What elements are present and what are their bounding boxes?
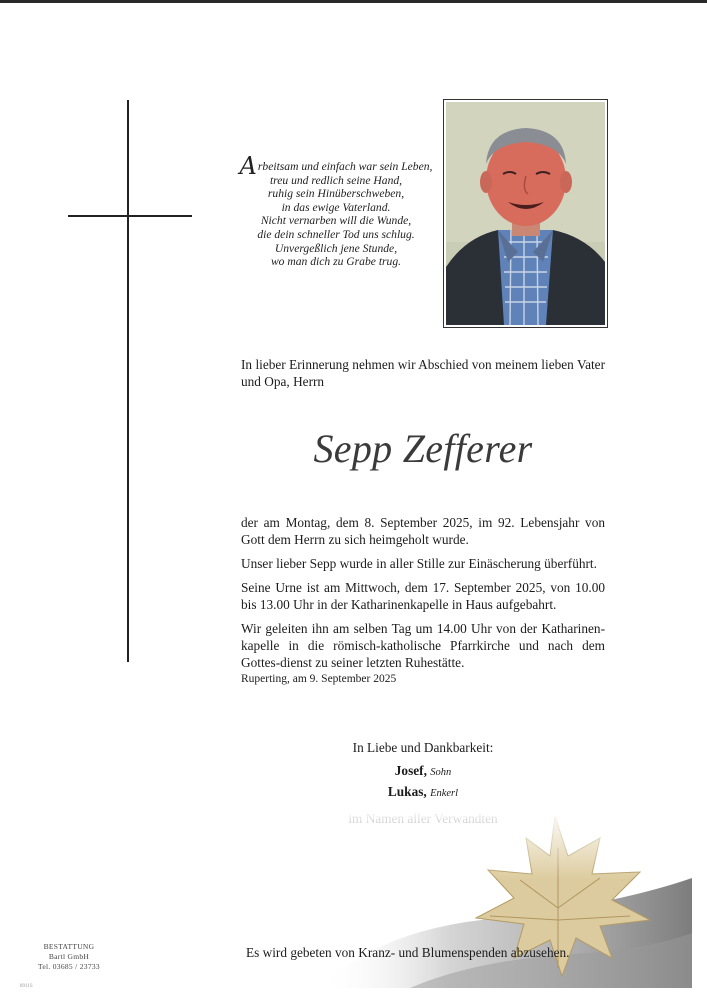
maple-leaf-on-stone-decoration: [300, 808, 692, 988]
intro-text: In lieber Erinnerung nehmen wir Abschied von meinem lieben Vater und Opa, Herrn: [241, 357, 605, 389]
announcement-body: [241, 514, 605, 678]
paragraph-funeral: Wir geleiten ihn am selben Tag um 14.00 Uhr von der Katharinen-kapelle in die römisch-katholische Pfarrkirche und nach dem Gottes-dienst zu seiner letzten Ruhestätte.: [241, 621, 605, 670]
mourner-name: Lukas,: [387, 784, 427, 799]
paragraph-cremation: Unser lieber Sepp wurde in aller Stille zur Einäscherung überführt.: [241, 556, 597, 571]
poem-initial: A: [239, 152, 257, 180]
portrait-illustration: [446, 102, 605, 325]
memorial-poem: [232, 152, 440, 269]
mourner-entry: [241, 761, 605, 782]
thanks-heading: In Liebe und Dankbarkeit:: [352, 740, 494, 755]
poem-line-1: Arbeitsam und einfach war sein Leben,: [239, 152, 433, 180]
place-and-date: Ruperting, am 9. September 2025: [241, 673, 397, 685]
paragraph-urn-viewing: Seine Urne ist am Mittwoch, dem 17. September 2025, von 10.00 bis 13.00 Uhr in der Katharinenkapelle in Haus aufgebahrt.: [241, 580, 605, 612]
portrait-photo: [443, 99, 608, 328]
cross-vertical-bar: [127, 100, 129, 662]
stamp-line: Bartl GmbH: [48, 952, 90, 961]
poem-line: in das ewige Vaterland.: [281, 200, 391, 214]
top-border-line: [0, 0, 707, 3]
deceased-name: Sepp Zefferer: [313, 426, 533, 471]
poem-line: treu und redlich seine Hand,: [269, 173, 403, 187]
funeral-home-stamp: [28, 942, 110, 972]
stamp-line: Tel. 03685 / 23733: [38, 962, 100, 971]
cross-horizontal-bar: [68, 215, 192, 217]
flower-donation-note: Es wird gebeten von Kranz- und Blumenspenden abzusehen.: [246, 945, 570, 960]
paragraph-death-date: der am Montag, dem 8. September 2025, im 92. Lebensjahr von Gott dem Herrn zu sich heimgeholt wurde.: [241, 515, 605, 547]
poem-line: ruhig sein Hinüberschweben,: [267, 187, 405, 201]
poem-line: Nicht vernarben will die Wunde,: [260, 214, 412, 228]
poem-line: die dein schneller Tod uns schlug.: [257, 227, 415, 241]
poem-line: Unvergeßlich jene Stunde,: [274, 241, 398, 255]
footer-code: 8911S: [20, 984, 33, 989]
poem-line: wo man dich zu Grabe trug.: [270, 255, 402, 269]
mourner-entry: [241, 782, 605, 803]
mourner-name: Josef,: [394, 763, 427, 778]
mourner-relation: Enkerl: [430, 788, 459, 799]
mourner-relation: Sohn: [430, 767, 452, 778]
stamp-line: BESTATTUNG: [43, 942, 95, 951]
